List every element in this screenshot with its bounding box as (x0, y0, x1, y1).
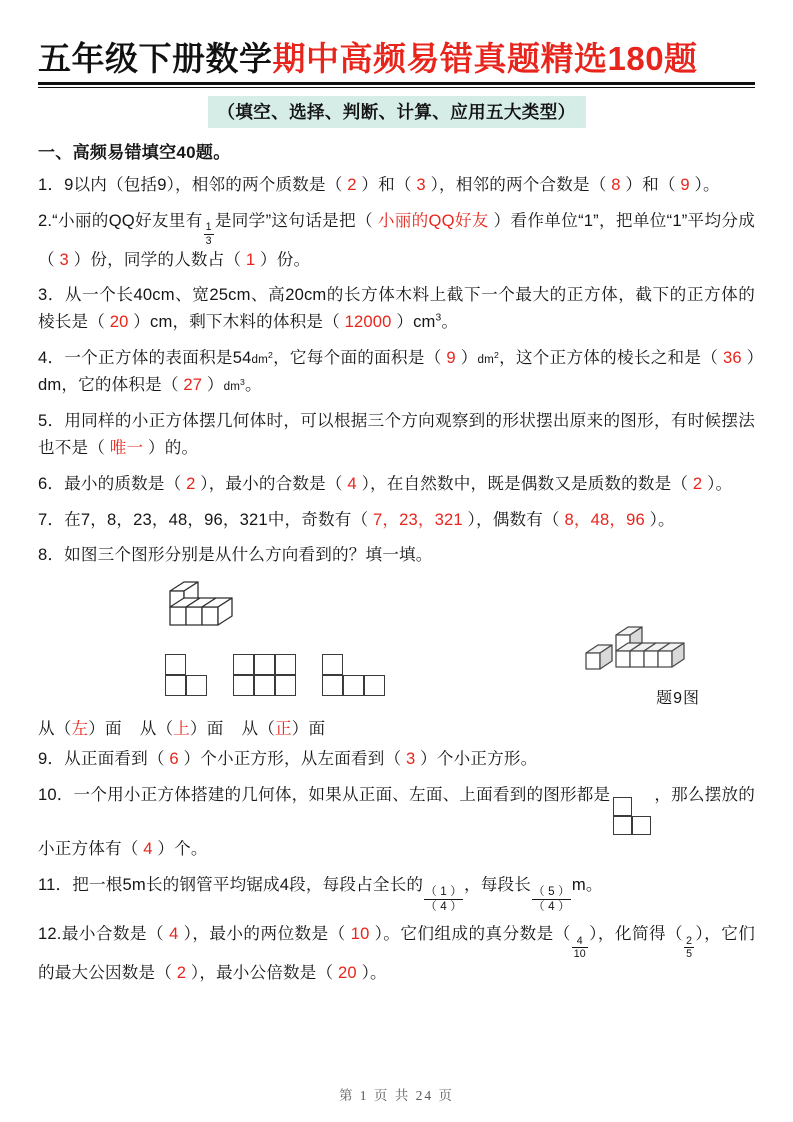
grid-cell-empty (632, 797, 651, 816)
grid-cell (165, 675, 186, 696)
orthographic-views (166, 655, 386, 697)
view-grid-left (166, 655, 208, 697)
view3-answer: 正 (275, 719, 292, 739)
q3-text-b: ）cm，剩下木料的体积是（ (133, 312, 340, 332)
q2-text-b: 是同学”这句话是把（ (214, 210, 373, 230)
q4-text-d: ，这个正方体的棱长之和是（ (498, 348, 719, 368)
q10-answer-1: 4 (143, 838, 153, 858)
view-grid-top (234, 655, 297, 697)
q3-superscript: 3 (435, 312, 442, 324)
q2-answer-3: 1 (245, 249, 256, 269)
q4-text-f: ） (206, 375, 224, 395)
q4-unit-2-exp: 2 (493, 350, 499, 361)
q12-answer-3: 2 (176, 962, 187, 982)
divider-thin (38, 87, 755, 88)
q12-f1-numerator: 4 (576, 934, 583, 947)
grid-cell-empty (343, 654, 364, 675)
q12-text-d: ），化简得（ (588, 924, 684, 944)
view-answer-left (38, 715, 122, 739)
q12-f2-denominator: 5 (686, 948, 693, 961)
q2-fraction (204, 222, 214, 246)
section-heading: 一、高频易错填空40题。 (38, 142, 231, 162)
q2-fraction-denominator: 3 (205, 234, 212, 247)
grid-cell (254, 654, 275, 675)
question-5 (38, 408, 755, 462)
q12-text-a: 12.最小合数是（ (38, 924, 165, 944)
q1-text-c: ），相邻的两个合数是（ (430, 174, 607, 194)
grid-cell (613, 797, 632, 816)
q4-answer-2: 36 (722, 348, 742, 368)
q9-answer-1: 6 (169, 749, 179, 769)
q7-answer-2: 8，48，96 (564, 509, 645, 529)
grid-cell (322, 654, 343, 675)
q12-answer-4: 20 (338, 962, 357, 982)
q9-text-b: ）个小正方形，从左面看到（ (183, 749, 402, 769)
q7-text-a: 7．在7，8，23，48，96，321中，奇数有（ (38, 509, 369, 529)
view1-prefix: 从（ (38, 719, 72, 739)
question-3 (38, 282, 755, 336)
grid-cell (275, 654, 296, 675)
q10-text-a: 10．一个用小正方体搭建的几何体，如果从正面、左面、上面看到的图形都是 (38, 785, 611, 805)
q9-text-c: ）个小正方形。 (420, 749, 538, 769)
q12-text-c: ）。它们组成的真分数是（ (374, 924, 571, 944)
q4-text-c: ） (460, 348, 478, 368)
q1-answer-1: 2 (347, 174, 357, 194)
q7-text-c: ）。 (649, 509, 675, 529)
divider-thick (38, 82, 755, 85)
q3-answer-2: 12000 (344, 312, 392, 332)
q11-fraction-2 (532, 886, 571, 912)
grid-cell (233, 654, 254, 675)
q5-answer-1: 唯一 (109, 437, 144, 457)
q2-text-c: ）看作单位“1”，把单位“1”平均分成（ (38, 210, 756, 269)
isometric-solid-right-icon (578, 623, 738, 693)
grid-cell (186, 675, 207, 696)
isometric-solid-left-icon (164, 577, 284, 655)
q4-unit-1-exp: 2 (267, 350, 273, 361)
q6-answer-3: 2 (692, 473, 703, 493)
q5-text-b: ）的。 (148, 437, 199, 457)
q4-answer-3: 27 (183, 375, 203, 395)
q2-text-a: 2.“小丽的QQ好友里有 (38, 210, 203, 230)
q11-text-a: 11．把一根5m长的钢管平均锯成4段，每段占全长的 (38, 874, 424, 894)
q9-answer-2: 3 (405, 749, 416, 769)
q6-answer-1: 2 (186, 473, 196, 493)
q11-f2-numerator: （ 5 ） (533, 884, 570, 898)
q6-text-b: ），最小的合数是（ (200, 473, 343, 493)
question-1 (38, 172, 755, 199)
grid-cell (165, 654, 186, 675)
q3-text-d: 。 (441, 312, 459, 332)
q4-unit-2-base: dm (477, 353, 494, 367)
grid-cell-empty (186, 654, 207, 675)
q6-text-c: ），在自然数中，既是偶数又是质数的数是（ (361, 473, 689, 493)
figure-9-caption: 题9图 (656, 690, 700, 708)
title-black-part: 五年级下册数学 (38, 40, 273, 77)
q3-text-a: 3．从一个长40cm、宽25cm、高20cm的长方体木料上截下一个最大的正方体，截下的正方体的棱长是（ (38, 285, 755, 332)
q4-unit-2 (477, 350, 499, 367)
q12-fraction-1 (572, 936, 588, 960)
grid-cell (632, 816, 651, 835)
q1-text-a: 1．9以内（包括9），相邻的两个质数是（ (38, 174, 343, 194)
q12-text-f: ），最小公倍数是（ (190, 962, 334, 982)
q3-answer-1: 20 (109, 312, 129, 332)
q1-text-e: ）。 (694, 174, 720, 194)
q12-f2-numerator: 2 (686, 934, 693, 947)
q4-unit-1-base: dm (251, 353, 268, 367)
q4-text-g: 。 (245, 375, 262, 395)
question-2 (38, 208, 755, 274)
q4-unit-3 (223, 377, 246, 394)
view-answer-front (242, 715, 326, 739)
q11-f1-denominator: （ 4 ） (425, 899, 463, 913)
view2-answer: 上 (173, 719, 190, 739)
q12-fraction-2 (684, 936, 694, 960)
q11-f2-denominator: （ 4 ） (533, 899, 570, 913)
q12-answer-2: 10 (350, 924, 370, 944)
q12-text-e: ），它们的最大公因数是（ (38, 924, 755, 982)
q1-answer-3: 8 (611, 174, 621, 194)
grid-cell (233, 675, 254, 696)
q1-answer-4: 9 (680, 174, 690, 194)
question-8-figure-area (38, 573, 755, 713)
q10-text-c: ）个。 (157, 838, 208, 858)
view3-prefix: 从（ (241, 719, 275, 739)
q1-text-b: ）和（ (361, 174, 412, 194)
grid-cell-empty (364, 654, 385, 675)
question-4 (38, 345, 755, 399)
view1-suffix: ）面 (88, 719, 122, 739)
question-8-prompt: 8．如图三个图形分别是从什么方向看到的？填一填。 (38, 545, 433, 565)
question-6 (38, 471, 755, 498)
q1-text-d: ）和（ (625, 174, 676, 194)
q9-text-a: 9．从正面看到（ (38, 749, 165, 769)
q6-text-d: ）。 (707, 473, 733, 493)
grid-cell (364, 675, 385, 696)
question-11 (38, 872, 755, 912)
title-block (38, 0, 755, 88)
q5-text-a: 5．用同样的小正方体摆几何体时，可以根据三个方向观察到的形状摆出原来的图形，有时候摆法也不是（ (38, 410, 755, 457)
subtitle-banner: （填空、选择、判断、计算、应用五大类型） (208, 96, 586, 128)
page-title (38, 40, 755, 79)
q11-text-c: m。 (571, 874, 603, 894)
view2-suffix: ）面 (190, 719, 224, 739)
view3-suffix: ）面 (291, 719, 326, 739)
q4-text-e: ）dm，它的体积是（ (38, 348, 756, 395)
title-red-part: 期中高频易错真题精选180题 (272, 40, 698, 77)
q2-answer-1: 小丽的QQ好友 (377, 210, 489, 230)
q2-fraction-numerator: 1 (205, 221, 212, 234)
q2-answer-2: 3 (59, 249, 69, 269)
q6-answer-2: 4 (347, 473, 357, 493)
q12-text-b: ），最小的两位数是（ (183, 924, 346, 944)
view2-prefix: 从（ (139, 719, 174, 739)
q7-answer-1: 7，23，321 (372, 509, 463, 529)
question-8-answer-row (38, 715, 755, 739)
q11-f1-numerator: （ 1 ） (425, 884, 463, 898)
question-10 (38, 782, 755, 863)
q2-text-d: ）份，同学的人数占（ (73, 249, 242, 269)
grid-cell (343, 675, 364, 696)
question-12 (38, 921, 755, 987)
question-9 (38, 746, 755, 773)
view-answer-top (140, 715, 224, 739)
grid-cell (275, 675, 296, 696)
q12-text-g: ）。 (361, 962, 387, 982)
q2-text-e: ）份。 (260, 249, 311, 269)
q6-text-a: 6．最小的质数是（ (38, 473, 182, 493)
q4-unit-3-base: dm (223, 380, 241, 394)
q4-text-a: 4．一个正方体的表面积是54 (38, 348, 252, 368)
title-divider (38, 82, 755, 88)
question-10-inline-shape (613, 798, 651, 836)
grid-cell (613, 816, 632, 835)
q4-unit-1 (251, 350, 273, 367)
view1-answer: 左 (71, 719, 89, 739)
subtitle-row (38, 96, 755, 128)
q4-text-b: ，它每个面的面积是（ (272, 348, 442, 368)
q11-fraction-1 (424, 886, 463, 912)
q1-answer-2: 3 (416, 174, 426, 194)
view-grid-front (323, 655, 386, 697)
q12-f1-denominator: 10 (573, 948, 586, 961)
q4-unit-3-exp: 3 (240, 377, 246, 388)
grid-cell (322, 675, 343, 696)
question-7 (38, 507, 755, 534)
grid-cell (254, 675, 275, 696)
q3-text-c: ）cm (396, 312, 436, 332)
q4-answer-1: 9 (446, 348, 456, 368)
q7-text-b: ），偶数有（ (467, 509, 560, 529)
q12-answer-1: 4 (169, 924, 179, 944)
q11-text-b: ，每段长 (464, 874, 532, 894)
page-footer: 第 1 页 共 24 页 (338, 1088, 455, 1103)
q10-text-b: ，那么摆放的小正方体有（ (38, 785, 755, 858)
